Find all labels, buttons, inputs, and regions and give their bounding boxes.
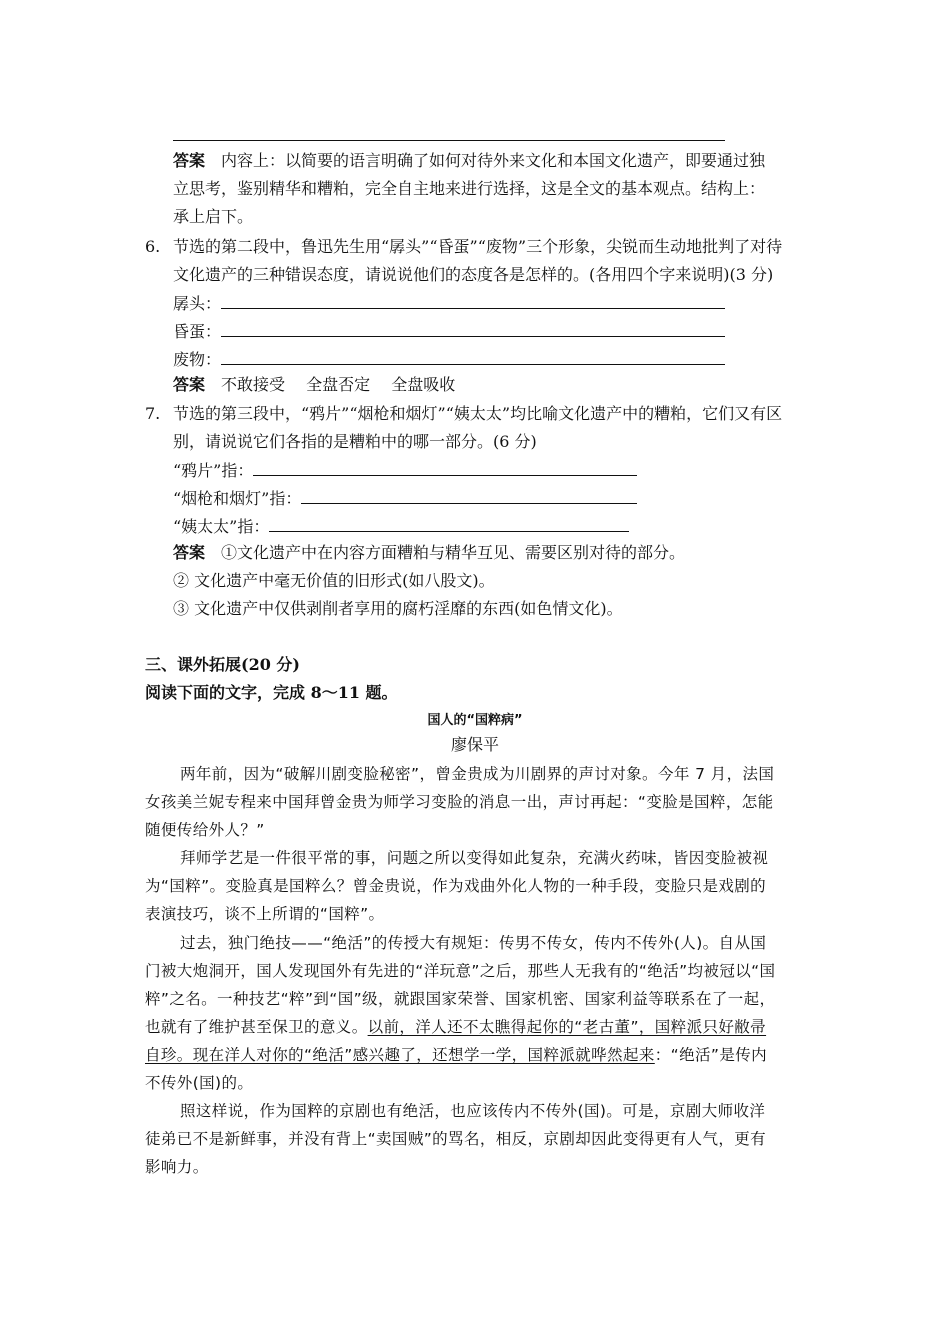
q5-answer-line-3: 承上启下。 — [173, 207, 254, 226]
q7-answer-1: 答案 ①文化遗产中在内容方面糟粕与精华互见、需要区别对待的部分。 — [173, 543, 686, 562]
q5-answer-line-1: 答案 内容上：以简要的语言明确了如何对待外来文化和本国文化遗产，即要通过独 — [173, 151, 766, 170]
q6-number: 6. — [145, 237, 161, 256]
paragraph-4-line-1: 照这样说，作为国粹的京剧也有绝活，也应该传内不传外(国)。可是，京剧大师收洋 — [180, 1102, 766, 1120]
paragraph-3-line-3: 粹”之名。一种技艺“粹”到“国”级，就跟国家荣誉、国家机密、国家利益等联系在了一起， — [145, 990, 776, 1008]
paragraph-3-line-6: 不传外(国)的。 — [145, 1074, 254, 1092]
q7-blank-1: “鸦片”指： — [173, 459, 637, 482]
section-instruction: 阅读下面的文字，完成 8～11 题。 — [145, 683, 398, 702]
answer-label: 答案 — [173, 543, 206, 562]
paragraph-2-line-2: 为“国粹”。变脸真是国粹么？曾金贵说，作为戏曲外化人物的一种手段，变脸只是戏剧的 — [145, 877, 767, 895]
q6-blank-3: 废物： — [173, 348, 725, 371]
paragraph-2-line-1: 拜师学艺是一件很平常的事，问题之所以变得如此复杂，充满火药味，皆因变脸被视 — [180, 849, 769, 867]
paragraph-3-line-2: 门被大炮洞开，国人发现国外有先进的“洋玩意”之后，那些人无我有的“绝活”均被冠以“国 — [145, 962, 776, 980]
q6-blank-1: 孱头： — [173, 292, 725, 315]
underlined-sentence: 自珍。现在洋人对你的“绝活”感兴趣了，还想学一学，国粹派就哗然起来 — [145, 1046, 655, 1064]
answer-blank[interactable] — [269, 515, 629, 532]
q7-blank-3: “姨太太”指： — [173, 515, 629, 538]
q5-answer-line-2: 立思考，鉴别精华和糟粕，完全自主地来进行选择，这是全文的基本观点。结构上： — [173, 179, 766, 198]
answer-label: 答案 — [173, 151, 206, 170]
q7-blank-2: “烟枪和烟灯”指： — [173, 487, 637, 510]
answer-blank[interactable] — [221, 320, 725, 337]
answer-blank[interactable] — [221, 348, 725, 365]
paragraph-2-line-3: 表演技巧，谈不上所谓的“国粹”。 — [145, 905, 385, 923]
q7-question-line-1: 节选的第三段中，“鸦片”“烟枪和烟灯”“姨太太”均比喻文化遗产中的糟粕，它们又有区 — [173, 404, 783, 423]
q6-blank-2: 昏蛋： — [173, 320, 725, 343]
answer-blank[interactable] — [253, 459, 637, 476]
underlined-sentence: 以前，洋人还不太瞧得起你的“老古董”，国粹派只好敝帚 — [367, 1018, 767, 1036]
paragraph-3-line-4: 也就有了维护甚至保卫的意义。以前，洋人还不太瞧得起你的“老古董”，国粹派只好敝帚 — [145, 1018, 767, 1036]
paragraph-1-line-3: 随便传给外人？” — [145, 821, 265, 839]
paragraph-1-line-1: 两年前，因为“破解川剧变脸秘密”，曾金贵成为川剧界的声讨对象。今年 7 月，法国 — [180, 765, 775, 783]
answer-blank-line — [173, 140, 725, 141]
article-title: 国人的“国粹病” — [427, 713, 523, 728]
q7-answer-2: ② 文化遗产中毫无价值的旧形式(如八股文)。 — [173, 571, 495, 590]
q6-answer: 答案 不敢接受 全盘否定 全盘吸收 — [173, 375, 456, 394]
q7-number: 7. — [145, 404, 161, 423]
answer-label: 答案 — [173, 375, 206, 394]
paragraph-3-line-1: 过去，独门绝技——“绝活”的传授大有规矩：传男不传女，传内不传外(人)。自从国 — [180, 934, 767, 952]
article-author: 廖保平 — [450, 735, 499, 754]
answer-blank[interactable] — [301, 487, 637, 504]
section-heading: 三、课外拓展(20 分) — [145, 655, 300, 674]
paragraph-4-line-2: 徒弟已不是新鲜事，并没有背上“卖国贼”的骂名，相反，京剧却因此变得更有人气，更有 — [145, 1130, 767, 1148]
answer-blank[interactable] — [221, 292, 725, 309]
q7-answer-3: ③ 文化遗产中仅供剥削者享用的腐朽淫靡的东西(如色情文化)。 — [173, 599, 623, 618]
paragraph-1-line-2: 女孩美兰妮专程来中国拜曾金贵为师学习变脸的消息一出，声讨再起：“变脸是国粹，怎能 — [145, 793, 774, 811]
q6-question-line-2: 文化遗产的三种错误态度，请说说他们的态度各是怎样的。(各用四个字来说明)(3 分) — [173, 265, 774, 284]
paragraph-4-line-3: 影响力。 — [145, 1158, 209, 1176]
q7-question-line-2: 别，请说说它们各指的是糟粕中的哪一部分。(6 分) — [173, 432, 537, 451]
paragraph-3-line-5: 自珍。现在洋人对你的“绝活”感兴趣了，还想学一学，国粹派就哗然起来：“绝活”是传内 — [145, 1046, 768, 1064]
q6-question-line-1: 节选的第二段中，鲁迅先生用“孱头”“昏蛋”“废物”三个形象，尖锐而生动地批判了对待 — [173, 237, 783, 256]
